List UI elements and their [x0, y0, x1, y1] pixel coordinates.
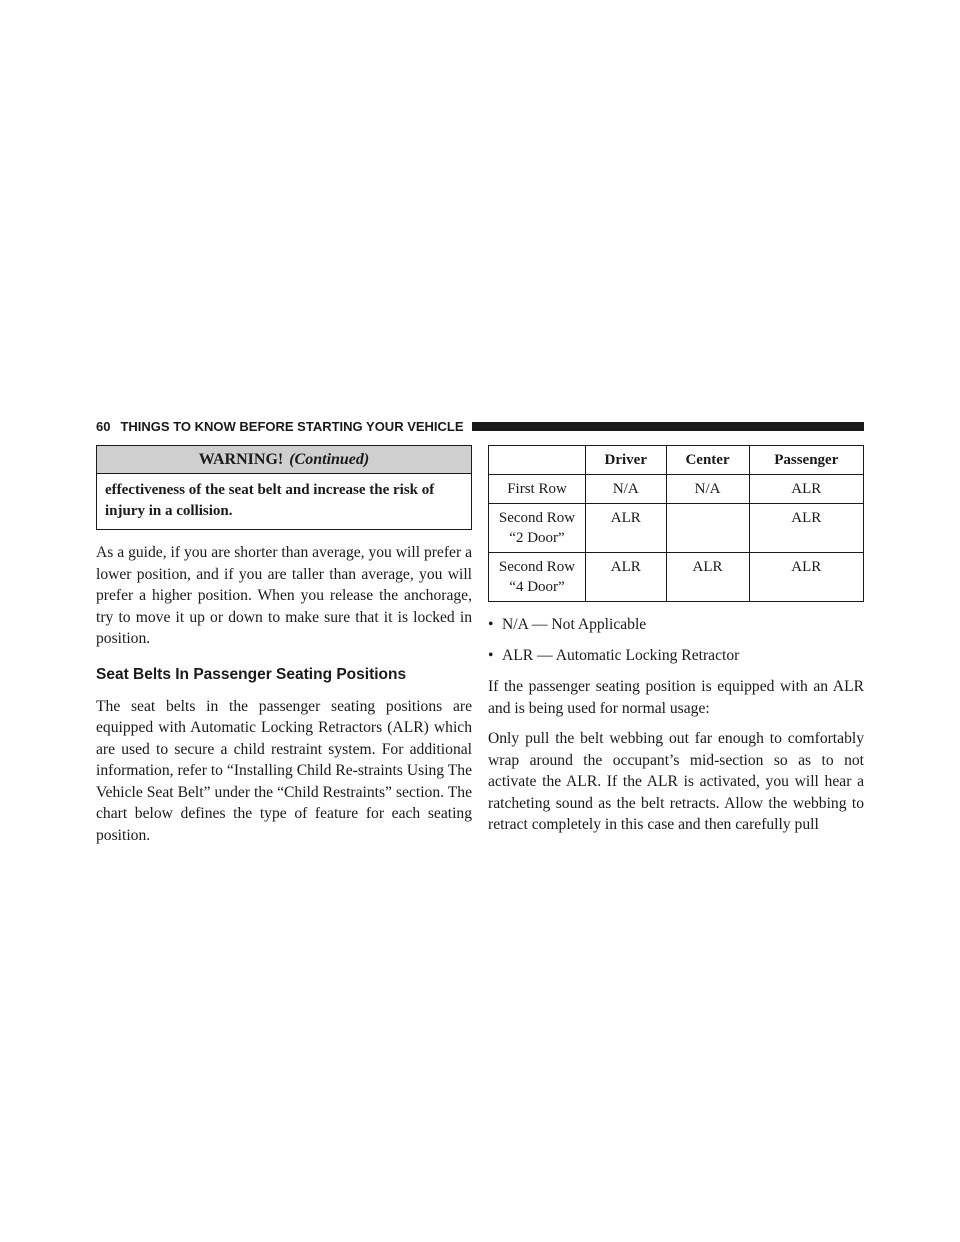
list-item	[488, 614, 864, 635]
table-cell: ALR	[749, 553, 863, 602]
left-column	[96, 445, 472, 846]
legend-na: N/A — Not Applicable	[502, 616, 647, 633]
bullet-icon: •	[488, 616, 494, 633]
page-header	[96, 418, 864, 434]
paragraph-alr-intro: The seat belts in the passenger seating positions are equipped with Automatic Locking Retractors (ALR) which are used to secure a child restraint system. For additional information, refer to “Installing Child Re-straints Using The Vehicle Seat Belt” under the “Child Restraints” section. The chart below defines the type of feature for each seating position.	[96, 697, 472, 844]
table-header-cell: Center	[666, 446, 749, 475]
table-header-cell: Passenger	[749, 446, 863, 475]
table-cell	[666, 504, 749, 553]
bullet-icon: •	[488, 647, 494, 664]
page-number: 60	[96, 418, 111, 434]
table-cell: ALR	[586, 553, 667, 602]
warning-label: WARNING!	[198, 451, 284, 468]
table-cell: ALR	[749, 475, 863, 504]
warning-box	[96, 445, 472, 530]
table-cell: ALR	[749, 504, 863, 553]
warning-continued: (Continued)	[289, 451, 370, 468]
table-header-row	[489, 446, 864, 475]
legend-list	[488, 614, 864, 666]
table-row	[489, 475, 864, 504]
header-rule	[472, 422, 864, 431]
section-title: THINGS TO KNOW BEFORE STARTING YOUR VEHICLE	[120, 418, 464, 434]
table-row-label: Second Row “2 Door”	[489, 504, 586, 553]
paragraph-seat-position-guide: As a guide, if you are shorter than average, you will prefer a lower position, and if you are taller than average, you will prefer a higher position. When you release the anchorage, try to move it up or down to make sure that it is locked in position.	[96, 544, 472, 647]
list-item	[488, 645, 864, 666]
legend-alr: ALR — Automatic Locking Retractor	[502, 647, 740, 664]
table-header-cell	[489, 446, 586, 475]
table-row	[489, 553, 864, 602]
table-cell: N/A	[666, 475, 749, 504]
table-cell: N/A	[586, 475, 667, 504]
table-row	[489, 504, 864, 553]
section-heading: Seat Belts In Passenger Seating Positions	[96, 665, 407, 683]
warning-text: effectiveness of the seat belt and increase the risk of injury in a collision.	[105, 482, 435, 519]
warning-title	[97, 446, 471, 474]
table-row-label: Second Row “4 Door”	[489, 553, 586, 602]
table-cell: ALR	[666, 553, 749, 602]
table-row-label: First Row	[489, 475, 586, 504]
right-column	[488, 445, 864, 836]
table-header-cell: Driver	[586, 446, 667, 475]
paragraph-normal-usage: If the passenger seating position is equipped with an ALR and is being used for normal usage:	[488, 678, 864, 717]
table-cell: ALR	[586, 504, 667, 553]
seating-position-table	[488, 445, 864, 602]
paragraph-webbing-instructions: Only pull the belt webbing out far enough to comfortably wrap around the occupant’s mid-section so as to not activate the ALR. If the ALR is activated, you will hear a ratcheting sound as the belt retracts. Allow the webbing to retract completely in this case and then carefully pull	[488, 730, 864, 833]
